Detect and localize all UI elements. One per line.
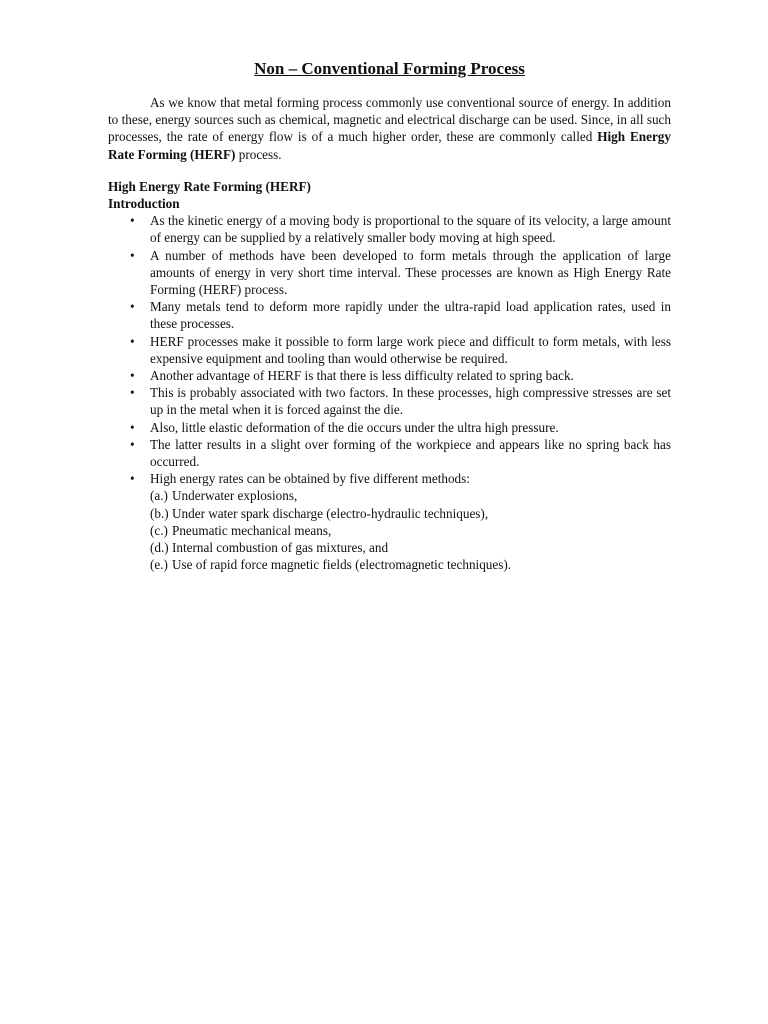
list-item-text: A number of methods have been developed to form metals through the application of large amounts of energy in very short time interval. These processes are known as High Energy Rate Forming (HERF) process. [150, 247, 671, 298]
method-label: (a.) [150, 488, 168, 504]
list-item [108, 298, 671, 332]
list-item-text: Another advantage of HERF is that there is less difficulty related to spring back. [150, 368, 574, 384]
list-item [108, 419, 671, 436]
method-label: (d.) [150, 540, 169, 556]
bullet-list [108, 212, 671, 573]
list-item-text: The latter results in a slight over forming of the workpiece and appears like no spring back has occurred. [150, 436, 671, 470]
method-item [150, 556, 671, 573]
list-item-text: Many metals tend to deform more rapidly under the ultra-rapid load application rates, used in these processes. [150, 299, 671, 332]
bullet-icon: • [130, 368, 135, 384]
method-item [150, 487, 671, 504]
method-item [150, 539, 671, 556]
bullet-icon: • [130, 333, 135, 349]
methods-list [150, 487, 671, 573]
bullet-icon: • [130, 247, 135, 263]
intro-paragraph [108, 94, 671, 163]
method-text: Under water spark discharge (electro-hydraulic techniques), [172, 505, 489, 521]
section-heading: High Energy Rate Forming (HERF) [108, 178, 311, 194]
page-title: Non – Conventional Forming Process [254, 59, 525, 78]
list-item [108, 212, 671, 246]
list-item [108, 367, 671, 384]
method-text: Internal combustion of gas mixtures, and [172, 540, 389, 556]
list-item-text: As the kinetic energy of a moving body is proportional to the square of its velocity, a large amount of energy can be supplied by a relatively smaller body moving at high speed. [150, 213, 671, 246]
method-item [150, 505, 671, 522]
list-item-text: High energy rates can be obtained by five different methods: [150, 471, 470, 487]
subheading: Introduction [108, 196, 180, 212]
document-page [108, 58, 671, 573]
intro-text-end: process. [235, 146, 282, 162]
list-item [108, 470, 671, 573]
method-item [150, 522, 671, 539]
bullet-icon: • [130, 385, 135, 401]
method-text: Pneumatic mechanical means, [172, 522, 332, 538]
method-label: (e.) [150, 557, 168, 573]
bullet-icon: • [130, 419, 135, 435]
list-item-text: HERF processes make it possible to form large work piece and difficult to form metals, with less expensive equipment and tooling than would otherwise be required. [150, 333, 671, 366]
list-item [108, 436, 671, 470]
bullet-icon: • [130, 299, 135, 315]
method-label: (b.) [150, 505, 169, 521]
list-item [108, 247, 671, 299]
list-item-text: This is probably associated with two factors. In these processes, high compressive stresses are set up in the metal when it is forced against the die. [150, 385, 671, 418]
intro-text: As we know that metal forming process commonly use conventional source of energy. In addition to these, energy sources such as chemical, magnetic and electrical discharge can be used. Since, in all such processes, the rate of energy flow is of a much higher order, these are commonly called [108, 95, 671, 145]
method-label: (c.) [150, 522, 168, 538]
bullet-icon: • [130, 471, 135, 487]
list-item [108, 333, 671, 367]
method-text: Use of rapid force magnetic fields (electromagnetic techniques). [172, 557, 512, 573]
bullet-icon: • [130, 213, 135, 229]
intro-bold-term: High Energy Rate Forming (HERF) [108, 129, 671, 162]
method-text: Underwater explosions, [172, 488, 298, 504]
list-item-text: Also, little elastic deformation of the die occurs under the ultra high pressure. [150, 419, 559, 435]
bullet-icon: • [130, 436, 135, 452]
list-item [108, 384, 671, 418]
